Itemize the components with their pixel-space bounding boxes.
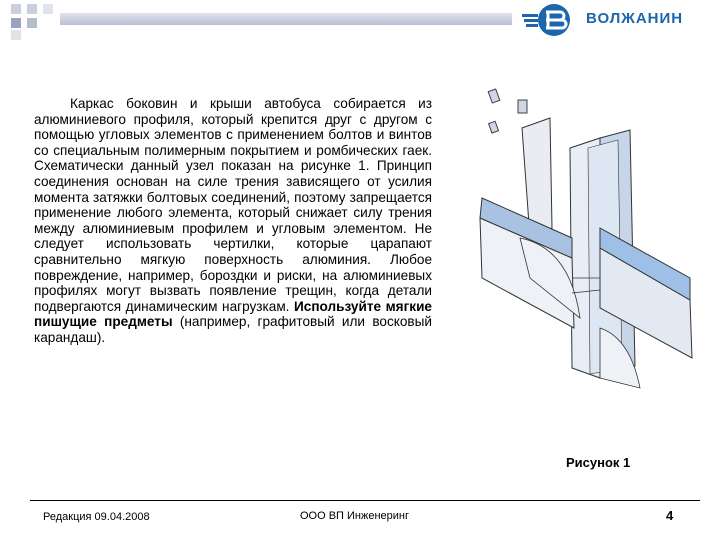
- bolt-icon: [489, 121, 499, 133]
- bolt-icon: [488, 89, 500, 103]
- brand-logo: [520, 2, 720, 38]
- body-text: Каркас боковин и крыши автобуса собирается из алюминиевого профиля, который крепится друг с другом с помощью угловых элементов с применением болтов и винтов со специальным полимерным покрытием и ромбических гаек. Схематически данный узел показан на рисунке 1. Принцип соединения основан на силе трения зависящего от усилия момента затяжки болтовых соединений, поэтому запрещается применение любого элемента, который снижает силу трения между алюминиевым профилем и угловым элементом. Не следует использовать чертилки, которые царапают сравнительно мягкую поверхность алюминия. Любое повреждение, например, бороздки и риски, на алюминиевых профилях могут вызвать появление трещин, когда детали подвергаются динамическим нагрузкам.: [34, 96, 432, 314]
- bolt-icon: [518, 100, 527, 113]
- page-number: 4: [666, 508, 674, 523]
- footer-company: ООО ВП Инженеринг: [300, 510, 410, 522]
- header-bar: [60, 13, 512, 25]
- brand-name: ВОЛЖАНИН: [586, 10, 684, 27]
- body-paragraph: [34, 96, 432, 346]
- footer-divider: [30, 500, 700, 501]
- profile-joint-illustration: [460, 78, 720, 408]
- volzhanin-logo-icon: [520, 2, 580, 38]
- body-emphasis: Используйте мягкие пишущие предметы: [34, 298, 432, 330]
- corner-decoration: [0, 0, 60, 42]
- footer-date: Редакция 09.04.2008: [43, 511, 150, 523]
- body-tail: (например, графитовый или восковый карандаш).: [34, 314, 432, 345]
- figure-caption: Рисунок 1: [566, 455, 631, 470]
